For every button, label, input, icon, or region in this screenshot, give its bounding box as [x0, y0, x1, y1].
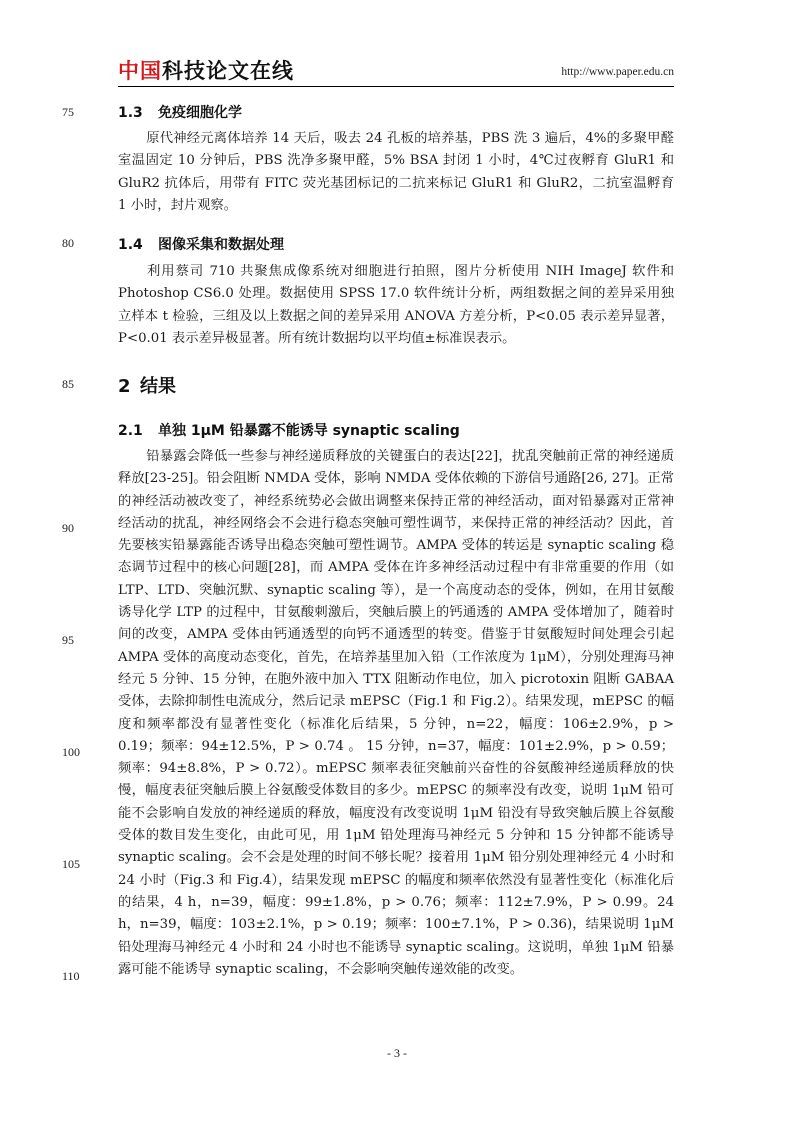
- paragraph-2-1: [118, 446, 674, 1006]
- line-number: 90: [62, 521, 74, 535]
- page-number: - 3 -: [387, 1046, 407, 1060]
- paragraph-text: 原代神经元离体培养 14 天后，吸去 24 孔板的培养基，PBS 洗 3 遍后，4%的多聚甲醛室温固定 10 分钟后，PBS 洗净多聚甲醛，5% BSA 封闭 1 小时，4℃过夜孵育 GluR1 和 GluR2 抗体后，用带有 FITC 荧光基团标记的二抗来标记 GluR1 和 GluR2，二抗室温孵育 1 小时，封片观察。: [118, 131, 674, 213]
- line-number: 105: [62, 857, 80, 871]
- section-heading-2-1: [118, 420, 460, 440]
- section-number: 2: [118, 376, 131, 397]
- line-number: 80: [62, 236, 74, 250]
- header-rule: [118, 86, 674, 87]
- section-heading-1-4: [118, 234, 284, 254]
- journal-logo: [118, 58, 294, 84]
- section-title: 免疫细胞化学: [158, 105, 242, 121]
- paragraph-1-4: [118, 261, 674, 353]
- line-number: 85: [62, 377, 74, 391]
- line-number: 75: [62, 105, 74, 119]
- line-number: 95: [62, 633, 74, 647]
- section-number: 1.4: [118, 237, 143, 253]
- page-header: [118, 58, 674, 84]
- paragraph-text: 利用蔡司 710 共聚焦成像系统对细胞进行拍照，图片分析使用 NIH ImageJ 软件和 Photoshop CS6.0 处理。数据使用 SPSS 17.0 软件统计分析，两组数据之间的差异采用独立样本 t 检验，三组及以上数据之间的差异采用 ANOVA 方差分析，P<0.05 表示差异显著，P<0.01 表示差异极显著。所有统计数据均以平均值±标准误表示。: [118, 264, 674, 346]
- paragraph-1-3: [118, 128, 674, 220]
- section-title: 单独 1μM 铅暴露不能诱导 synaptic scaling: [158, 423, 460, 439]
- paragraph-text: 铅暴露会降低一些参与神经递质释放的关键蛋白的表达[22]，扰乱突触前正常的神经递质释放[23-25]。铅会阻断 NMDA 受体，影响 NMDA 受体依赖的下游信号通路[26, 27]。正常的神经活动被改变了，神经系统势必会做出调整来保持正常的神经活动，面对铅暴露对正常神经活动的扰乱，神经网络会不会进行稳态突触可塑性调节，来保持正常的神经活动？因此，首先要核实铅暴露能否诱导出稳态突触可塑性调节。AMPA 受体的转运是 synaptic scaling 稳态调节过程中的核心问题[28]，而 AMPA 受体在许多神经活动过程中有非常重要的作用（如 LTP、LTD、突触沉默、synaptic scaling 等），是一个高度动态的受体，例如，在用甘氨酸诱导化学 LTP 的过程中，甘氨酸刺激后，突触后膜上的钙通透的 AMPA 受体增加了，随着时间的改变，AMPA 受体由钙通透型的向钙不通透型的转变。借鉴于甘氨酸短时间处理会引起 AMPA 受体的高度动态变化，首先，在培养基里加入铅（工作浓度为 1μM），分别处理海马神经元 5 分钟、15 分钟，在胞外液中加入 TTX 阻断动作电位，加入 picrotoxin 阻断 GABAA 受体，去除抑制性电流成分，然后记录 mEPSC（Fig.1 和 Fig.2）。结果发现，mEPSC 的幅度和频率都没有显著性变化（标准化后结果，5 分钟，n=22，幅度：106±2.9%，p > 0.19；频率：94±12.5%，P > 0.74 。 15 分钟，n=37，幅度：101±2.9%，p > 0.59；频率：94±8.8%，P > 0.72）。mEPSC 频率表征突触前兴奋性的谷氨酸神经递质释放的快慢，幅度表征突触后膜上谷氨酸受体数目的多少。mEPSC 的频率没有改变，说明 1μM 铅可能不会影响自发放的神经递质的释放，幅度没有改变说明 1μM 铅没有导致突触后膜上谷氨酸受体的数目发生变化，由此可见，用 1μM 铅处理海马神经元 5 分钟和 15 分钟都不能诱导 synaptic scaling。会不会是处理的时间不够长呢？接着用 1μM 铅分别处理神经元 4 小时和 24 小时（Fig.3 和 Fig.4），结果发现 mEPSC 的幅度和频率依然没有显著性变化（标准化后的结果，4 h，n=39，幅度：99±1.8%，p > 0.76；频率：112±7.9%，P > 0.99。24 h，n=39，幅度：103±2.1%，p > 0.19；频率：100±7.1%，P > 0.36)，结果说明 1μM 铅处理海马神经元 4 小时和 24 小时也不能诱导 synaptic scaling。这说明，单独 1μM 铅暴露可能不能诱导 synaptic scaling，不会影响突触传递效能的改变。: [118, 449, 674, 977]
- section-number: 1.3: [118, 105, 143, 121]
- line-number: 110: [62, 969, 80, 983]
- section-heading-1-3: [118, 102, 242, 122]
- logo-text: 科技论文在线: [162, 59, 294, 83]
- line-number: 100: [62, 745, 80, 759]
- section-title: 结果: [140, 376, 176, 397]
- section-number: 2.1: [118, 423, 143, 439]
- section-heading-2: [118, 372, 176, 398]
- section-title: 图像采集和数据处理: [158, 237, 284, 253]
- header-url[interactable]: http://www.paper.edu.cn: [561, 66, 674, 78]
- logo-red-text: 中国: [118, 59, 162, 83]
